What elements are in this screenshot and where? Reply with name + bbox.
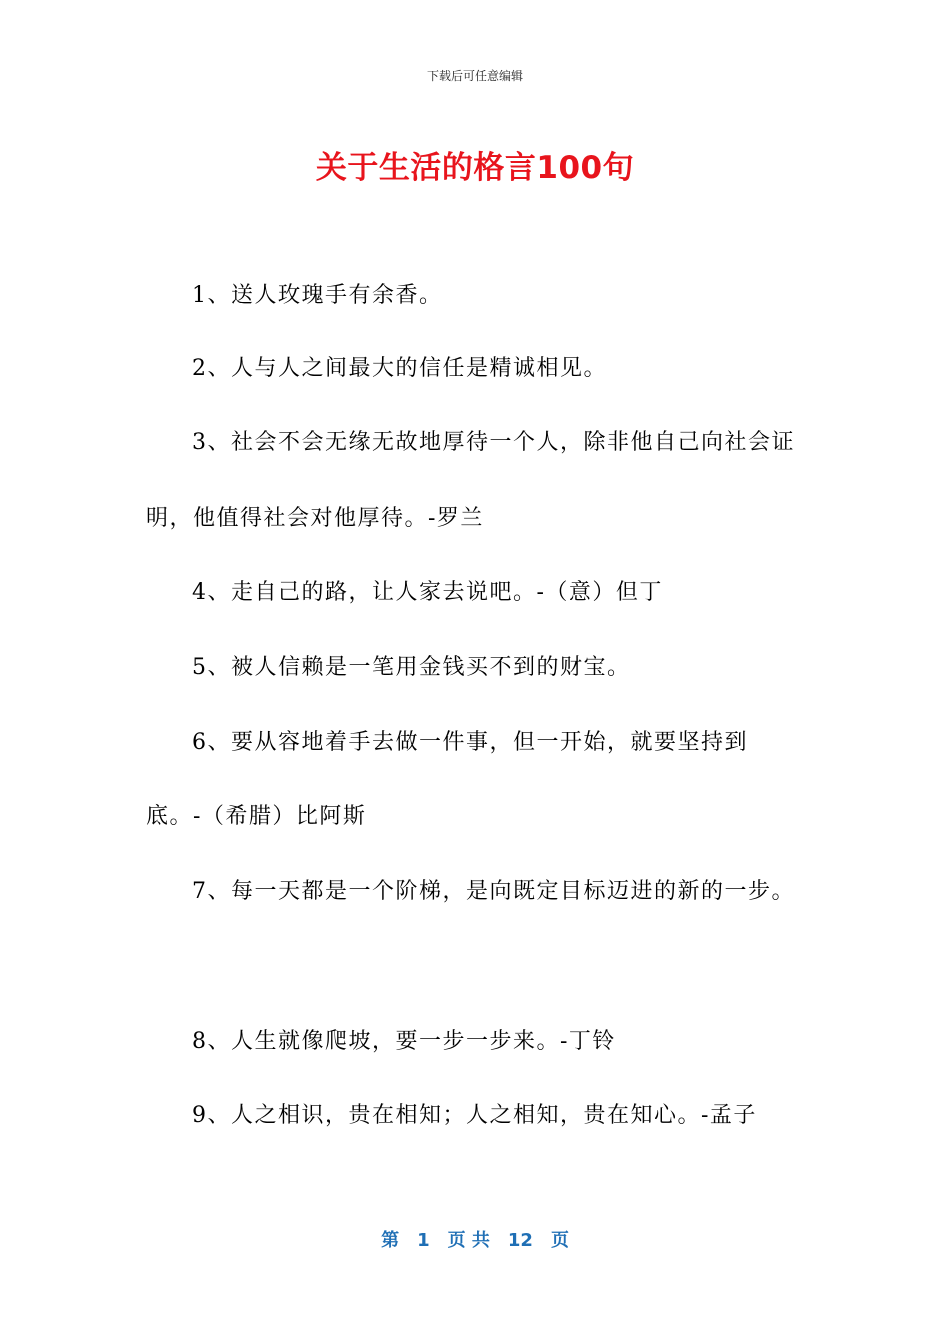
page-mid: 页 共 xyxy=(447,1230,490,1251)
quote-line-5: 5、被人信赖是一笔用金钱买不到的财宝。 xyxy=(192,655,631,680)
page-prefix: 第 xyxy=(381,1230,400,1251)
quote-line-1: 1、送人玫瑰手有余香。 xyxy=(192,283,443,308)
quote-line-2: 2、人与人之间最大的信任是精诚相见。 xyxy=(192,356,607,381)
page-suffix: 页 xyxy=(550,1230,569,1251)
header-note: 下载后可任意编辑 xyxy=(426,69,523,83)
quote-line-6: 6、要从容地着手去做一件事，但一开始，就要坚持到 xyxy=(192,730,748,755)
total-pages: 12 xyxy=(507,1230,533,1251)
quote-line-6-continued: 底。-（希腊）比阿斯 xyxy=(146,804,367,829)
quote-line-7: 7、每一天都是一个阶梯，是向既定目标迈进的新的一步。 xyxy=(192,879,795,904)
quote-line-9: 9、人之相识，贵在相知；人之相知，贵在知心。-孟子 xyxy=(192,1103,757,1128)
quote-line-4: 4、走自己的路，让人家去说吧。-（意）但丁 xyxy=(192,580,663,605)
page-footer xyxy=(0,1226,950,1252)
quote-line-3: 3、社会不会无缘无故地厚待一个人，除非他自己向社会证 xyxy=(192,430,795,455)
page-number: 1 xyxy=(417,1230,430,1251)
quote-line-3-continued: 明，他值得社会对他厚待。-罗兰 xyxy=(146,506,484,531)
quote-line-8: 8、人生就像爬坡，要一步一步来。-丁铃 xyxy=(192,1029,616,1054)
document-title: 关于生活的格言100句 xyxy=(315,150,635,186)
